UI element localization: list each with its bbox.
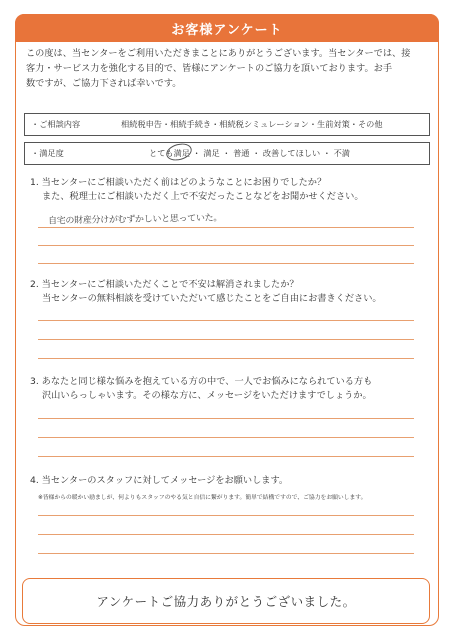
answer-line [38, 456, 414, 457]
answer-line [38, 534, 414, 535]
question-1-answer: 自宅の財産分けがむずかしいと思っていた。 [47, 213, 223, 227]
intro-text [26, 46, 431, 91]
answer-line [38, 227, 414, 228]
intro-line-3: 数ですが、ご協力下されば幸いです。 [26, 78, 182, 89]
question-3 [30, 375, 430, 403]
answer-line [38, 437, 414, 438]
question-2 [30, 278, 430, 306]
answer-line [38, 263, 414, 264]
question-3-line-1: 3. あなたと同じ様な悩みを抱えている方の中で、一人でお悩みになられている方も [30, 376, 373, 387]
satisfaction-options: とても満足 ・ 満足 ・ 普通 ・ 改善してほしい ・ 不満 [149, 148, 350, 158]
answer-line [38, 245, 414, 246]
answer-line [38, 515, 414, 516]
survey-header [15, 14, 439, 42]
survey-title: お客様アンケート [171, 22, 283, 38]
question-1-line-1: 1. 当センターにご相談いただく前はどのようなことにお困りでしたか？ [30, 177, 327, 188]
answer-line [38, 418, 414, 419]
satisfaction-box [24, 142, 430, 165]
consultation-box [24, 113, 430, 136]
question-3-line-2: 沢山いらっしゃいます。その様な方に、メッセージをいただけますでしょうか。 [42, 390, 372, 401]
closing-text: アンケートご協力ありがとうございました。 [96, 594, 356, 609]
answer-line [38, 358, 414, 359]
question-4-note: ※皆様からの暖かい励ましが、何よりもスタッフのやる気と自信に繋がります。簡単で結構ですので、ご協力をお願いします。 [38, 495, 367, 501]
question-4-line-1: 4. 当センターのスタッフに対してメッセージをお願いします。 [30, 475, 289, 486]
consultation-value: 相続税申告・相続手続き・相続税シミュレーション・生前対策・その他 [121, 119, 383, 129]
answer-line [38, 553, 414, 554]
question-2-line-2: 当センターの無料相談を受けていただいて感じたことをご自由にお書きください。 [42, 293, 382, 304]
satisfaction-label: ・満足度 [31, 148, 64, 158]
consultation-label: ・ご相談内容 [31, 119, 81, 129]
answer-line [38, 320, 414, 321]
answer-line [38, 339, 414, 340]
question-1-line-2: また、税理士にご相談いただく上で不安だったことなどをお聞かせください。 [42, 191, 364, 202]
question-1 [30, 176, 430, 204]
intro-line-2: 客力・サービス力を強化する目的で、皆様にアンケートのご協力を頂いております。お手 [26, 63, 393, 74]
intro-line-1: この度は、当センターをご利用いただきまことにありがとうございます。当センターでは、接 [26, 48, 411, 59]
question-2-line-1: 2. 当センターにご相談いただくことで不安は解消されましたか？ [30, 279, 299, 290]
question-4 [30, 474, 430, 488]
closing-box [22, 578, 430, 624]
